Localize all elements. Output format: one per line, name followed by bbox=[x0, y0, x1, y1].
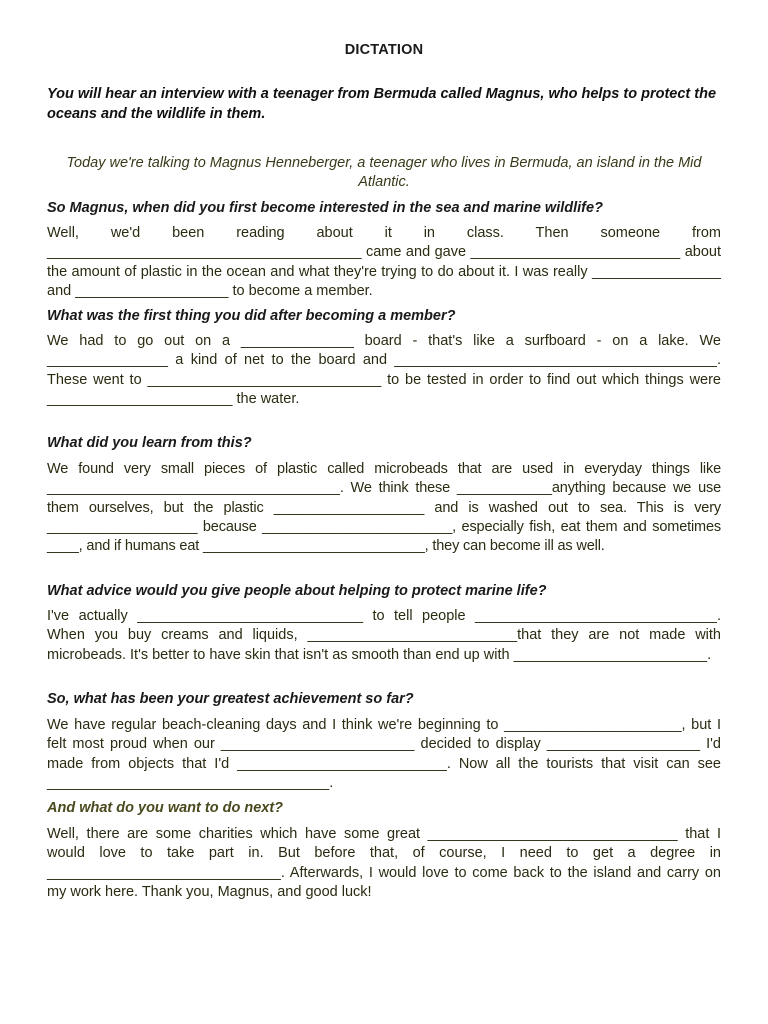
answer-1: Well, we'd been reading about it in class. Then someone from _______________________________________ came and gave __________________________ about the amount of plastic in the ocean and what they're trying to do about it. I was really ________________ and ___________________ to become a member. bbox=[47, 225, 721, 299]
question-1: So Magnus, when did you first become interested in the sea and marine wildlife? bbox=[47, 200, 603, 216]
question-2: What was the first thing you did after becoming a member? bbox=[47, 308, 456, 324]
answer-5: We have regular beach-cleaning days and I think we're beginning to ______________________, but I felt most proud when our ________________________ decided to display ___________________ I'd made from objects that I'd __________________________. Now all the tourists that visit can see ___________________________________. bbox=[47, 717, 721, 791]
answer-2: We had to go out on a ______________ board - that's like a surfboard - on a lake. We _______________ a kind of net to the board and ________________________________________. These went to _____________________________ to be tested in order to find out which things were _______________________ the water. bbox=[47, 333, 721, 407]
page-title: DICTATION bbox=[344, 42, 424, 58]
instructions: You will hear an interview with a teenager from Bermuda called Magnus, who helps to protect the oceans and the wildlife in them. bbox=[47, 86, 717, 122]
answer-4: I've actually ____________________________ to tell people ______________________________. When you buy creams and liquids, __________________________that they are not made with microbeads. It's better to have skin that isn't as smooth than end up with ________________________. bbox=[47, 608, 721, 663]
interview-lead: Today we're talking to Magnus Henneberger, a teenager who lives in Bermuda, an island in the Mid Atlantic. bbox=[66, 155, 702, 190]
question-3: What did you learn from this? bbox=[47, 435, 252, 451]
question-6: And what do you want to do next? bbox=[47, 800, 284, 816]
answer-6: Well, there are some charities which have some great _______________________________ that I would love to take part in. But before that, of course, I need to get a degree in _____________________________. Afterwards, I would love to come back to the island and carry on my work here. Thank you, Magnus, and good luck! bbox=[47, 826, 721, 900]
question-4: What advice would you give people about helping to protect marine life? bbox=[47, 583, 547, 599]
question-5: So, what has been your greatest achievement so far? bbox=[47, 691, 414, 707]
answer-3: We found very small pieces of plastic called microbeads that are used in everyday things like _____________________________________. We think these ____________anything because we use them ourselves, but the plastic ___________________ and is washed out to sea. This is very ___________________ because ________________________, especially fish, eat them and sometimes ____, and if humans eat ____________________________, they can become ill as well. bbox=[47, 461, 721, 555]
